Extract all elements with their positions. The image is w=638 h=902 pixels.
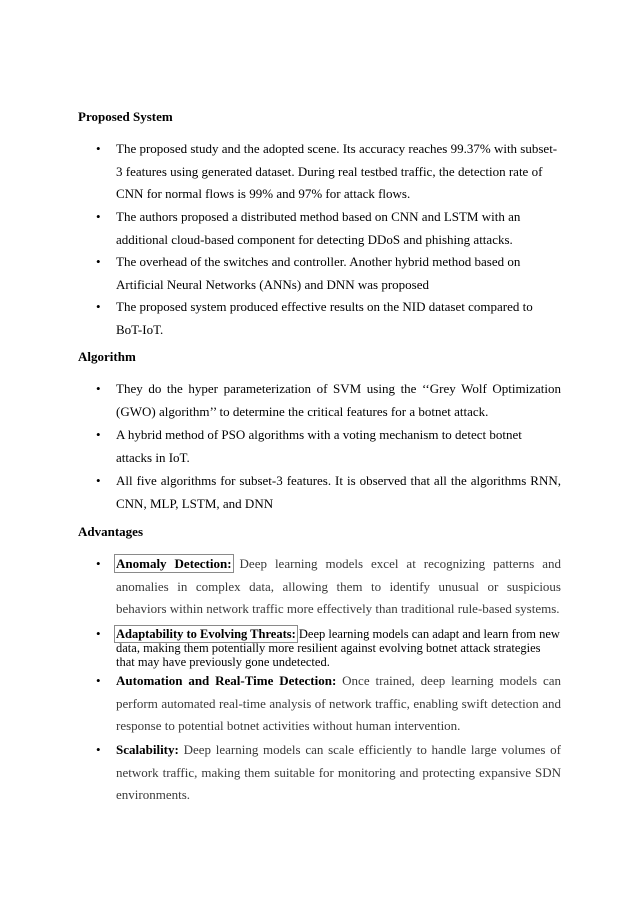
proposed-system-item-1: The proposed study and the adopted scene. Its accuracy reaches 99.37% with subset-3 features using generated dataset. During real testbed traffic, the detection rate of CNN for normal flows is 99% and 97% for attack flows. (116, 141, 558, 201)
bullet: • (96, 254, 101, 269)
algorithm-item-1: They do the hyper parameterization of SVM using the ‘‘Grey Wolf Optimization (GWO) algorithm’’ to determine the critical features for a botnet attack. (116, 381, 561, 419)
bullet: • (96, 742, 101, 757)
heading-advantages: Advantages (78, 524, 144, 539)
advantage-item-scalability (116, 739, 561, 807)
advantage-item-automation (116, 670, 561, 738)
heading-algorithm: Algorithm (78, 349, 136, 364)
advantage-text: Once trained, deep learning models can perform automated real-time analysis of network traffic, enabling swift detection and response to potential botnet activities without human intervention. (116, 673, 562, 733)
proposed-system-item-4: The proposed system produced effective results on the NID dataset compared to BoT-IoT. (116, 299, 533, 337)
advantage-text: Deep learning models can scale efficiently to handle large volumes of network traffic, making them suitable for monitoring and protecting expansive SDN environments. (116, 742, 562, 802)
advantage-text: Deep learning models can adapt and learn from new data, making them potentially more resilient against evolving botnet attack strategies that may have previously gone undetected. (116, 627, 560, 669)
heading-proposed-system: Proposed System (78, 109, 173, 124)
proposed-system-item-2: The authors proposed a distributed method based on CNN and LSTM with an additional cloud-based component for detecting DDoS and phishing attacks. (116, 209, 521, 247)
advantage-term: Adaptability to Evolving Threats: (116, 627, 296, 641)
advantage-term: Scalability: (116, 742, 179, 757)
advantage-term: Anomaly Detection: (116, 556, 232, 571)
proposed-system-item-3: The overhead of the switches and controller. Another hybrid method based on Artificial Neural Networks (ANNs) and DNN was proposed (116, 254, 521, 292)
bullet: • (96, 673, 101, 688)
advantage-text: Deep learning models excel at recognizing patterns and anomalies in complex data, allowing them to identify unusual or suspicious behaviors within network traffic more effectively than traditional rule-based systems. (116, 556, 562, 616)
algorithm-item-2: A hybrid method of PSO algorithms with a voting mechanism to detect botnet attacks in IoT. (116, 427, 522, 465)
bullet: • (96, 381, 101, 396)
bullet: • (96, 556, 101, 571)
algorithm-item-3: All five algorithms for subset-3 features. It is observed that all the algorithms RNN, CNN, MLP, LSTM, and DNN (116, 473, 561, 511)
bullet: • (96, 209, 101, 224)
bullet: • (96, 626, 101, 641)
advantage-item-anomaly-detection (116, 553, 561, 621)
advantage-item-adaptability (116, 627, 561, 669)
bullet: • (96, 473, 101, 488)
advantage-term: Automation and Real-Time Detection: (116, 673, 337, 688)
bullet: • (96, 299, 101, 314)
bullet: • (96, 141, 101, 156)
bullet: • (96, 427, 101, 442)
